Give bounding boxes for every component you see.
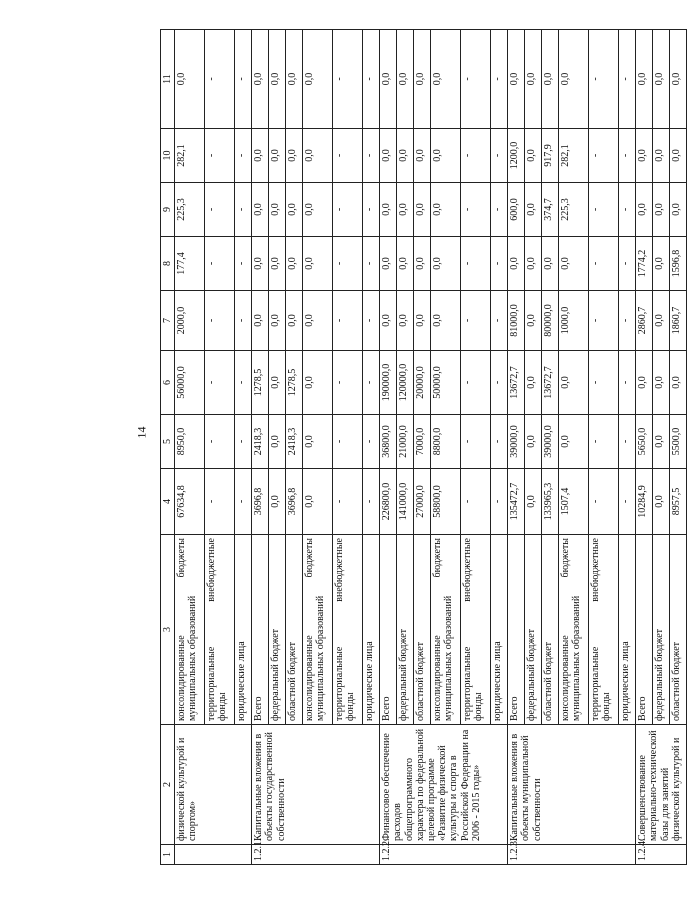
funding-source-part: фонды: [601, 692, 613, 721]
value-cell: 0,0: [525, 469, 542, 535]
value-cell: -: [235, 351, 252, 415]
value-cell: 1200,0: [508, 129, 525, 183]
table-row: [380, 30, 397, 865]
value-cell: 600,0: [508, 183, 525, 237]
value-cell: 0,0: [397, 30, 414, 129]
table-row: [636, 30, 653, 865]
column-header: 9: [161, 183, 175, 237]
value-cell: -: [333, 351, 363, 415]
value-cell: 0,0: [431, 183, 461, 237]
value-cell: -: [235, 129, 252, 183]
funding-source: [636, 535, 653, 725]
value-cell: 0,0: [303, 351, 333, 415]
funding-source-part: Всего: [381, 696, 393, 721]
value-cell: 0,0: [269, 351, 286, 415]
value-cell: 5500,0: [670, 415, 687, 469]
funding-source-part: Всего: [253, 696, 265, 721]
value-cell: 0,0: [269, 30, 286, 129]
value-cell: 0,0: [380, 237, 397, 291]
value-cell: -: [589, 183, 619, 237]
value-cell: 0,0: [525, 129, 542, 183]
funding-source-part: консолидированные: [304, 635, 316, 721]
value-cell: -: [363, 351, 380, 415]
value-cell: -: [461, 291, 491, 351]
value-cell: 0,0: [286, 291, 303, 351]
value-cell: 0,0: [252, 30, 269, 129]
funding-source: [670, 535, 687, 725]
value-cell: 0,0: [303, 237, 333, 291]
funding-source: [559, 535, 589, 725]
value-cell: -: [491, 351, 508, 415]
value-cell: 0,0: [559, 415, 589, 469]
row-number: [175, 845, 252, 865]
value-cell: 0,0: [269, 237, 286, 291]
funding-source: [491, 535, 508, 725]
value-cell: 0,0: [303, 415, 333, 469]
value-cell: 39000,0: [542, 415, 559, 469]
value-cell: 0,0: [653, 30, 670, 129]
value-cell: 0,0: [303, 469, 333, 535]
funding-source: [235, 535, 252, 725]
value-cell: 80000,0: [542, 291, 559, 351]
value-cell: 120000,0: [397, 351, 414, 415]
funding-source: [286, 535, 303, 725]
value-cell: 0,0: [636, 183, 653, 237]
value-cell: 0,0: [252, 183, 269, 237]
value-cell: 1000,0: [559, 291, 589, 351]
funding-source-part: юридические лица: [364, 641, 376, 721]
value-cell: 0,0: [397, 129, 414, 183]
value-cell: 135472,7: [508, 469, 525, 535]
column-header: 8: [161, 237, 175, 291]
value-cell: 1278,5: [286, 351, 303, 415]
column-header: 7: [161, 291, 175, 351]
value-cell: -: [333, 30, 363, 129]
value-cell: -: [235, 30, 252, 129]
funding-source-part: муниципальных образований: [315, 595, 327, 721]
value-cell: 0,0: [653, 129, 670, 183]
funding-source-part: фонды: [345, 692, 357, 721]
value-cell: -: [333, 183, 363, 237]
funding-source-part: бюджеты: [176, 538, 188, 578]
funding-source-part: юридические лица: [236, 641, 248, 721]
value-cell: 1507,4: [559, 469, 589, 535]
value-cell: -: [619, 415, 636, 469]
funding-source-part: муниципальных образований: [571, 595, 583, 721]
funding-source: [619, 535, 636, 725]
row-number: 1.2.4.: [636, 845, 687, 865]
value-cell: -: [235, 415, 252, 469]
value-cell: 8800,0: [431, 415, 461, 469]
activity-name: Финансовое обеспечение расходов общепрограммного характера по федеральной целевой программе «Развитие физической культуры и спорта в Российской Федерации на 2006 - 2015 годы»: [380, 725, 508, 845]
value-cell: 0,0: [380, 291, 397, 351]
value-cell: -: [235, 183, 252, 237]
value-cell: 58800,0: [431, 469, 461, 535]
value-cell: 5650,0: [636, 415, 653, 469]
value-cell: 0,0: [175, 30, 205, 129]
value-cell: 0,0: [269, 469, 286, 535]
funding-source-part: юридические лица: [620, 641, 632, 721]
value-cell: 81000,0: [508, 291, 525, 351]
value-cell: -: [363, 129, 380, 183]
activity-name: Совершенствование материально-технической базы для занятий физической культурой и: [636, 725, 687, 845]
value-cell: 7000,0: [414, 415, 431, 469]
value-cell: -: [491, 291, 508, 351]
value-cell: 0,0: [414, 30, 431, 129]
value-cell: -: [589, 237, 619, 291]
value-cell: 0,0: [670, 129, 687, 183]
value-cell: -: [619, 291, 636, 351]
value-cell: 0,0: [670, 30, 687, 129]
value-cell: 1596,8: [670, 237, 687, 291]
funding-source-part: областной бюджет: [415, 641, 427, 721]
funding-source-part: консолидированные: [432, 635, 444, 721]
value-cell: -: [619, 469, 636, 535]
value-cell: 0,0: [303, 291, 333, 351]
value-cell: -: [461, 237, 491, 291]
funding-source-part: областной бюджет: [671, 641, 683, 721]
value-cell: 374,7: [542, 183, 559, 237]
value-cell: -: [589, 351, 619, 415]
funding-source: [333, 535, 363, 725]
funding-source-part: консолидированные: [176, 635, 188, 721]
value-cell: 0,0: [269, 415, 286, 469]
column-header: 10: [161, 129, 175, 183]
value-cell: 0,0: [542, 30, 559, 129]
value-cell: 0,0: [252, 129, 269, 183]
value-cell: 8957,5: [670, 469, 687, 535]
funding-source: [461, 535, 491, 725]
value-cell: 8950,0: [175, 415, 205, 469]
funding-source: [414, 535, 431, 725]
funding-source: [542, 535, 559, 725]
value-cell: 21000,0: [397, 415, 414, 469]
value-cell: 0,0: [559, 237, 589, 291]
value-cell: 0,0: [431, 237, 461, 291]
value-cell: -: [235, 237, 252, 291]
funding-source-part: областной бюджет: [287, 641, 299, 721]
value-cell: 0,0: [670, 183, 687, 237]
value-cell: 226800,0: [380, 469, 397, 535]
value-cell: 141000,0: [397, 469, 414, 535]
funding-source-part: федеральный бюджет: [398, 628, 410, 721]
value-cell: 0,0: [252, 291, 269, 351]
value-cell: 0,0: [286, 237, 303, 291]
value-cell: -: [461, 469, 491, 535]
value-cell: 0,0: [525, 183, 542, 237]
funding-source: [205, 535, 235, 725]
funding-source-part: областной бюджет: [543, 641, 555, 721]
value-cell: -: [461, 30, 491, 129]
value-cell: -: [589, 30, 619, 129]
value-cell: 0,0: [269, 183, 286, 237]
funding-source-part: территориальные: [206, 646, 218, 721]
column-header: 5: [161, 415, 175, 469]
value-cell: 0,0: [559, 30, 589, 129]
value-cell: -: [235, 291, 252, 351]
value-cell: 13672,7: [508, 351, 525, 415]
value-cell: -: [333, 237, 363, 291]
value-cell: -: [589, 469, 619, 535]
funding-source-part: внебюджетные: [334, 538, 346, 602]
value-cell: 56000,0: [175, 351, 205, 415]
value-cell: -: [363, 291, 380, 351]
value-cell: 0,0: [508, 237, 525, 291]
value-cell: 0,0: [380, 129, 397, 183]
value-cell: 0,0: [431, 129, 461, 183]
value-cell: -: [205, 129, 235, 183]
activity-name: Капитальные вложения в объекты муниципальной собственности: [508, 725, 636, 845]
value-cell: 190000,0: [380, 351, 397, 415]
funding-source-part: консолидированные: [560, 635, 572, 721]
activity-name: Капитальные вложения в объекты государственной собственности: [252, 725, 380, 845]
funding-source: [431, 535, 461, 725]
funding-source: [525, 535, 542, 725]
funding-source-part: муниципальных образований: [187, 595, 199, 721]
value-cell: 0,0: [414, 237, 431, 291]
page-number: 14: [134, 426, 149, 439]
value-cell: 0,0: [559, 351, 589, 415]
value-cell: 0,0: [542, 237, 559, 291]
value-cell: 0,0: [525, 415, 542, 469]
funding-source-part: бюджеты: [560, 538, 572, 578]
value-cell: 0,0: [653, 183, 670, 237]
funding-source: [589, 535, 619, 725]
value-cell: -: [235, 469, 252, 535]
value-cell: -: [491, 30, 508, 129]
value-cell: 1860,7: [670, 291, 687, 351]
value-cell: -: [461, 415, 491, 469]
funding-source: [397, 535, 414, 725]
value-cell: -: [491, 237, 508, 291]
funding-source: [363, 535, 380, 725]
value-cell: 0,0: [636, 30, 653, 129]
value-cell: 67634,8: [175, 469, 205, 535]
value-cell: 225,3: [559, 183, 589, 237]
value-cell: 0,0: [525, 30, 542, 129]
value-cell: -: [205, 415, 235, 469]
value-cell: 0,0: [508, 30, 525, 129]
value-cell: 0,0: [525, 237, 542, 291]
value-cell: 0,0: [670, 351, 687, 415]
value-cell: -: [333, 415, 363, 469]
table-body: [175, 30, 687, 865]
value-cell: -: [363, 30, 380, 129]
value-cell: -: [461, 183, 491, 237]
funding-source-part: фонды: [473, 692, 485, 721]
value-cell: 0,0: [431, 291, 461, 351]
table-row: [175, 30, 205, 865]
value-cell: 0,0: [653, 237, 670, 291]
value-cell: 0,0: [653, 351, 670, 415]
row-number: 1.2.1.: [252, 845, 380, 865]
value-cell: -: [205, 183, 235, 237]
value-cell: -: [333, 291, 363, 351]
value-cell: -: [205, 291, 235, 351]
funding-source-part: Всего: [509, 696, 521, 721]
value-cell: 0,0: [525, 351, 542, 415]
value-cell: 0,0: [303, 183, 333, 237]
value-cell: 917,9: [542, 129, 559, 183]
value-cell: 0,0: [431, 30, 461, 129]
value-cell: 39000,0: [508, 415, 525, 469]
value-cell: 0,0: [303, 30, 333, 129]
funding-source: [303, 535, 333, 725]
funding-source-part: внебюджетные: [462, 538, 474, 602]
budget-table: [160, 29, 687, 865]
row-number: 1.2.3.: [508, 845, 636, 865]
value-cell: 0,0: [636, 129, 653, 183]
row-number: 1.2.2.: [380, 845, 508, 865]
value-cell: 133965,3: [542, 469, 559, 535]
value-cell: -: [619, 30, 636, 129]
value-cell: 3696,8: [286, 469, 303, 535]
funding-source-part: территориальные: [462, 646, 474, 721]
value-cell: 3696,8: [252, 469, 269, 535]
funding-source: [508, 535, 525, 725]
value-cell: -: [205, 469, 235, 535]
funding-source-part: фонды: [217, 692, 229, 721]
column-header: 6: [161, 351, 175, 415]
value-cell: 0,0: [525, 291, 542, 351]
value-cell: 50000,0: [431, 351, 461, 415]
column-header: 2: [161, 725, 175, 845]
value-cell: 0,0: [397, 183, 414, 237]
value-cell: -: [363, 237, 380, 291]
column-header: 11: [161, 30, 175, 129]
funding-source: [269, 535, 286, 725]
value-cell: -: [619, 351, 636, 415]
value-cell: 27000,0: [414, 469, 431, 535]
value-cell: -: [491, 469, 508, 535]
value-cell: 0,0: [653, 291, 670, 351]
activity-name: физической культурой и спортом»: [175, 725, 252, 845]
funding-source-part: федеральный бюджет: [270, 628, 282, 721]
funding-source-part: внебюджетные: [590, 538, 602, 602]
value-cell: 0,0: [286, 30, 303, 129]
value-cell: -: [333, 129, 363, 183]
value-cell: 0,0: [252, 237, 269, 291]
value-cell: 0,0: [397, 237, 414, 291]
funding-source-part: федеральный бюджет: [526, 628, 538, 721]
funding-source-part: внебюджетные: [206, 538, 218, 602]
funding-source: [252, 535, 269, 725]
value-cell: -: [461, 351, 491, 415]
value-cell: 36800,0: [380, 415, 397, 469]
value-cell: 0,0: [653, 415, 670, 469]
funding-source-part: Всего: [637, 696, 649, 721]
value-cell: 177,4: [175, 237, 205, 291]
value-cell: -: [619, 129, 636, 183]
funding-source-part: бюджеты: [304, 538, 316, 578]
value-cell: 0,0: [653, 469, 670, 535]
funding-source-part: территориальные: [590, 646, 602, 721]
value-cell: 1774,2: [636, 237, 653, 291]
budget-table-wrapper: [160, 30, 683, 865]
value-cell: 0,0: [414, 183, 431, 237]
value-cell: 13672,7: [542, 351, 559, 415]
value-cell: 282,1: [559, 129, 589, 183]
value-cell: -: [491, 183, 508, 237]
value-cell: 0,0: [414, 129, 431, 183]
column-header: 3: [161, 535, 175, 725]
value-cell: 282,1: [175, 129, 205, 183]
funding-source-part: бюджеты: [432, 538, 444, 578]
value-cell: 20000,0: [414, 351, 431, 415]
value-cell: -: [491, 415, 508, 469]
value-cell: -: [363, 415, 380, 469]
value-cell: 0,0: [397, 291, 414, 351]
value-cell: 2418,3: [286, 415, 303, 469]
value-cell: 0,0: [269, 291, 286, 351]
value-cell: -: [589, 291, 619, 351]
funding-source-part: муниципальных образований: [443, 595, 455, 721]
value-cell: -: [205, 30, 235, 129]
value-cell: -: [589, 415, 619, 469]
table-row: [252, 30, 269, 865]
value-cell: -: [589, 129, 619, 183]
value-cell: 0,0: [414, 291, 431, 351]
funding-source-part: юридические лица: [492, 641, 504, 721]
funding-source: [175, 535, 205, 725]
value-cell: 0,0: [636, 351, 653, 415]
value-cell: -: [363, 469, 380, 535]
value-cell: -: [619, 237, 636, 291]
value-cell: -: [363, 183, 380, 237]
table-row: [508, 30, 525, 865]
value-cell: -: [461, 129, 491, 183]
value-cell: 2418,3: [252, 415, 269, 469]
value-cell: 0,0: [286, 129, 303, 183]
table-header-row: [161, 30, 175, 865]
column-header: 4: [161, 469, 175, 535]
value-cell: 0,0: [303, 129, 333, 183]
value-cell: 1278,5: [252, 351, 269, 415]
funding-source-part: федеральный бюджет: [654, 628, 666, 721]
value-cell: -: [619, 183, 636, 237]
value-cell: -: [205, 351, 235, 415]
value-cell: -: [333, 469, 363, 535]
value-cell: 0,0: [380, 183, 397, 237]
value-cell: 2860,7: [636, 291, 653, 351]
funding-source: [653, 535, 670, 725]
value-cell: 225,3: [175, 183, 205, 237]
value-cell: 10284,9: [636, 469, 653, 535]
column-header: 1: [161, 845, 175, 865]
value-cell: 0,0: [269, 129, 286, 183]
value-cell: 2000,0: [175, 291, 205, 351]
value-cell: 0,0: [286, 183, 303, 237]
funding-source: [380, 535, 397, 725]
value-cell: -: [205, 237, 235, 291]
value-cell: -: [491, 129, 508, 183]
funding-source-part: территориальные: [334, 646, 346, 721]
value-cell: 0,0: [380, 30, 397, 129]
